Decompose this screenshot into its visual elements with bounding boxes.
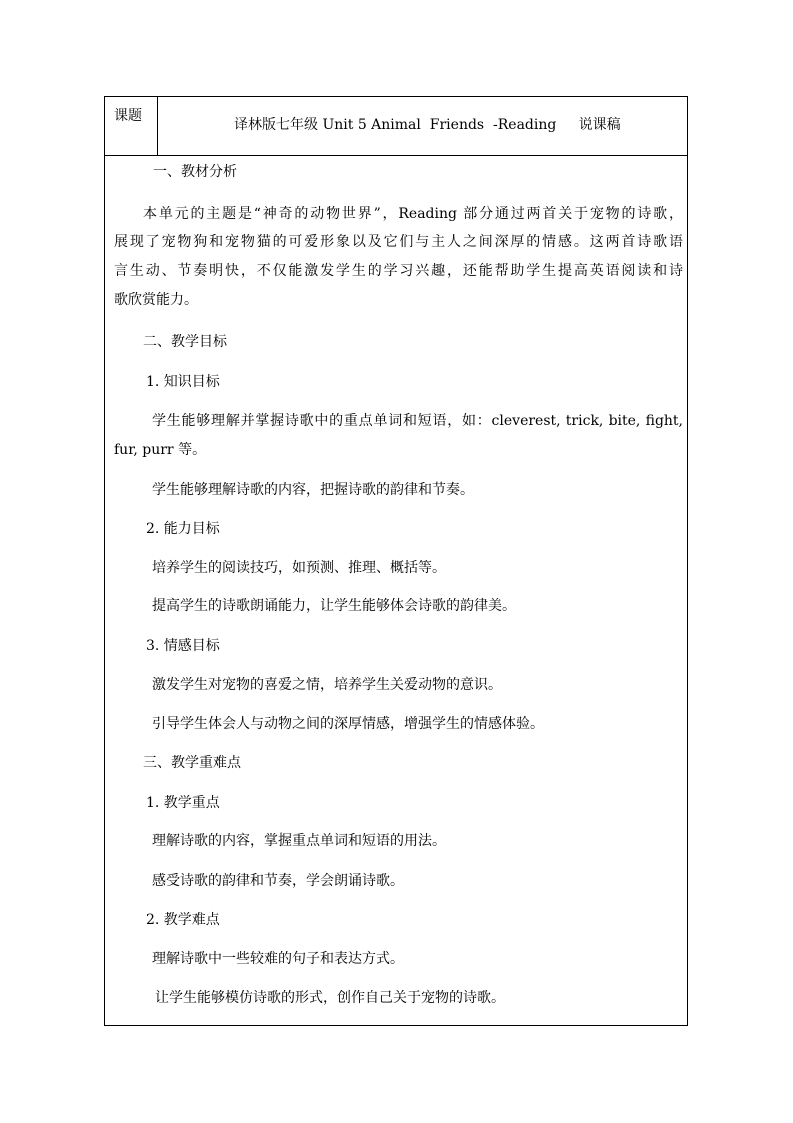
document-title: 译林版七年级 Unit 5 Animal Friends -Reading 说课稿 <box>234 117 621 133</box>
paragraph-line: 让学生能够模仿诗歌的形式，创作自己关于宠物的诗歌。 <box>155 990 505 1006</box>
paragraph-line: 本单元的主题是“神奇的动物世界”，Reading 部分通过两首关于宠物的诗歌， <box>143 206 683 222</box>
subsection-heading: 1. 知识目标 <box>146 374 220 390</box>
subsection-heading: 3. 情感目标 <box>146 638 220 654</box>
paragraph-line: 歌欣赏能力。 <box>114 292 198 308</box>
section-heading: 一、教材分析 <box>153 164 237 180</box>
paragraph-line: 激发学生对宠物的喜爱之情，培养学生关爱动物的意识。 <box>152 677 502 693</box>
label-cell <box>105 97 158 155</box>
header-row <box>105 97 687 156</box>
paragraph-line: 感受诗歌的韵律和节奏，学会朗诵诗歌。 <box>152 873 404 889</box>
section-heading: 二、教学目标 <box>143 334 227 350</box>
paragraph-line: 理解诗歌中一些较难的句子和表达方式。 <box>152 951 404 967</box>
paragraph-line: 学生能够理解并掌握诗歌中的重点单词和短语，如：cleverest, trick, bite, fight, <box>152 413 683 429</box>
topic-label: 课题 <box>114 108 142 124</box>
subsection-heading: 2. 能力目标 <box>146 521 220 537</box>
paragraph-line: 提高学生的诗歌朗诵能力，让学生能够体会诗歌的韵律美。 <box>152 598 516 614</box>
paragraph-line: 言生动、节奏明快，不仅能激发学生的学习兴趣，还能帮助学生提高英语阅读和诗 <box>114 263 683 279</box>
paragraph-line: fur, purr 等。 <box>114 442 207 458</box>
paragraph-line: 学生能够理解诗歌的内容，把握诗歌的韵律和节奏。 <box>152 482 474 498</box>
subsection-heading: 1. 教学重点 <box>146 795 220 811</box>
subsection-heading: 2. 教学难点 <box>146 912 220 928</box>
paragraph-line: 展现了宠物狗和宠物猫的可爱形象以及它们与主人之间深厚的情感。这两首诗歌语 <box>114 234 683 250</box>
section-heading: 三、教学重难点 <box>143 755 241 771</box>
paragraph-line: 培养学生的阅读技巧，如预测、推理、概括等。 <box>152 560 446 576</box>
lesson-plan-table <box>104 96 688 1026</box>
paragraph-line: 理解诗歌的内容，掌握重点单词和短语的用法。 <box>152 833 446 849</box>
paragraph-line: 引导学生体会人与动物之间的深厚情感，增强学生的情感体验。 <box>152 716 544 732</box>
